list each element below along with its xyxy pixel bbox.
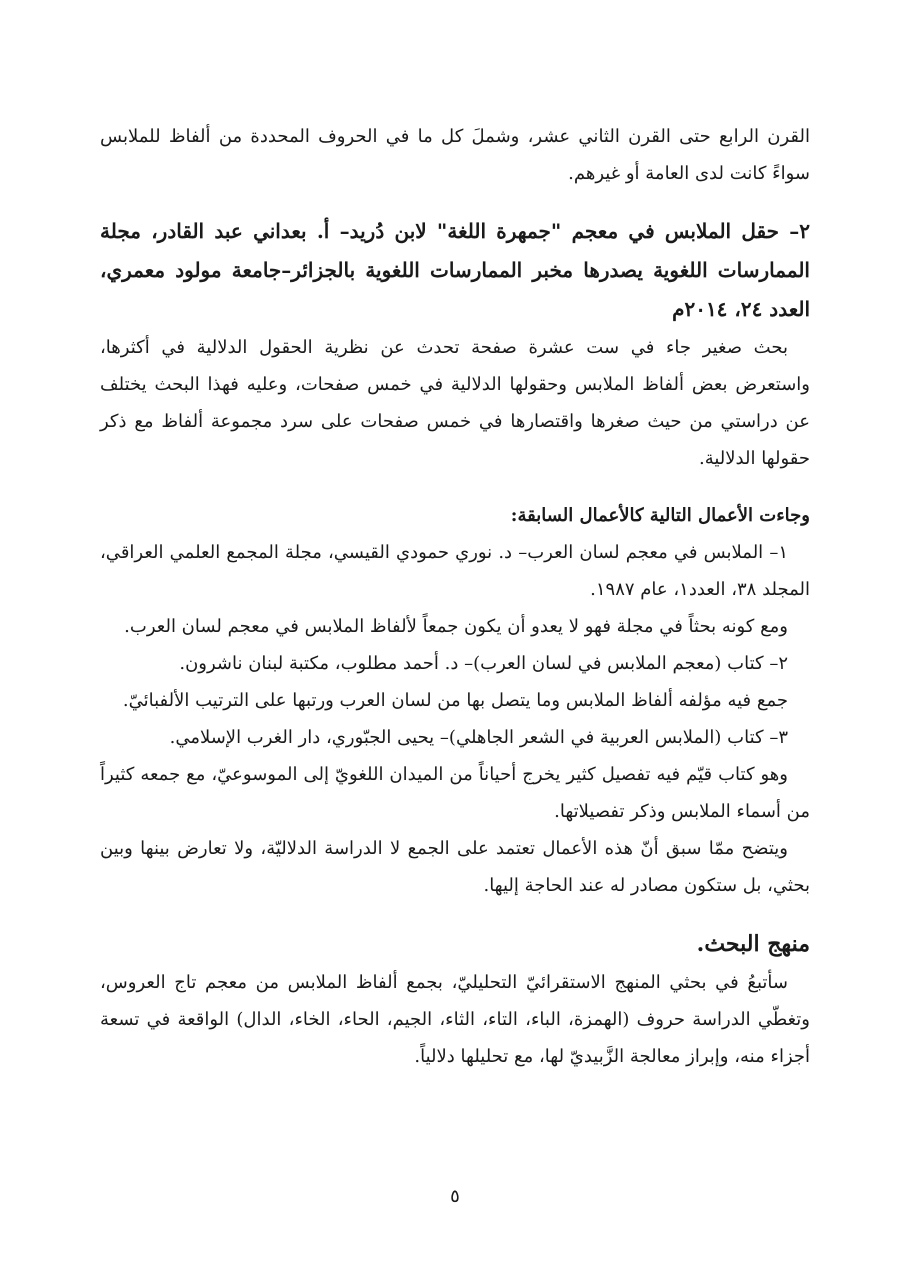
- methodology-body: سأتبعُ في بحثي المنهج الاستقرائيّ التحليليّ، بجمع ألفاظ الملابس من معجم تاج العروس، وتغطّي الدراسة حروف (الهمزة، الباء، التاء، الثاء، الجيم، الحاء، الخاء، الدال) الواقعة في تسعة أجزاء منه، وإبراز معالجة الزَّبيديّ لها، مع تحليلها دلالياً.: [100, 972, 810, 1067]
- list-item: ٣– كتاب (الملابس العربية في الشعر الجاهلي)– يحيى الجبّوري، دار الغرب الإسلامي.: [169, 727, 788, 748]
- page-content: [100, 118, 810, 1075]
- previous-works-heading: وجاءت الأعمال التالية كالأعمال السابقة:: [510, 505, 810, 526]
- list-item: ويتضح ممّا سبق أنّ هذه الأعمال تعتمد على الجمع لا الدراسة الدلاليّة، ولا تعارض بينها وبين بحثي، بل ستكون مصادر له عند الحاجة إليها.: [100, 838, 810, 896]
- entry-2-body: بحث صغير جاء في ست عشرة صفحة تحدث عن نظرية الحقول الدلالية في أكثرها، واستعرض بعض ألفاظ الملابس وحقولها الدلالية في خمس صفحات، وعليه فهذا البحث يختلف عن دراستي من حيث صغرها واقتصارها في خمس صفحات على سرد مجموعة ألفاظ مع ذكر حقولها الدلالية.: [100, 337, 810, 469]
- entry-2-heading: ٢– حقل الملابس في معجم "جمهرة اللغة" لابن دُريد– أ. بعداني عبد القادر، مجلة الممارسات اللغوية يصدرها مخبر الممارسات اللغوية بالجزائر–جامعة مولود معمري، العدد ٢٤، ٢٠١٤م: [100, 219, 810, 321]
- spacer: [100, 192, 810, 212]
- list-item: ١– الملابس في معجم لسان العرب– د. نوري حمودي القيسي، مجلة المجمع العلمي العراقي، المجلد ٣٨، العدد١، عام ١٩٨٧.: [100, 542, 810, 600]
- methodology-heading: منهج البحث.: [696, 931, 810, 957]
- list-item: ومع كونه بحثاً في مجلة فهو لا يعدو أن يكون جمعاً لألفاظ الملابس في معجم لسان العرب.: [124, 616, 788, 637]
- list-item: وهو كتاب قيّم فيه تفصيل كثير يخرج أحياناً من الميدان اللغويّ إلى الموسوعيّ، مع جمعه كثيراً من أسماء الملابس وذكر تفصيلاتها.: [100, 764, 810, 822]
- page-number: ٥: [450, 1186, 460, 1207]
- list-item: ٢– كتاب (معجم الملابس في لسان العرب)– د. أحمد مطلوب، مكتبة لبنان ناشرون.: [179, 653, 788, 674]
- spacer: [100, 904, 810, 924]
- intro-paragraph: القرن الرابع حتى القرن الثاني عشر، وشملَ كل ما في الحروف المحددة من ألفاظ للملابس سواءً كانت لدى العامة أو غيرهم.: [100, 126, 810, 184]
- spacer: [100, 477, 810, 497]
- list-item: جمع فيه مؤلفه ألفاظ الملابس وما يتصل بها من لسان العرب ورتبها على الترتيب الألفبائيّ.: [122, 690, 788, 711]
